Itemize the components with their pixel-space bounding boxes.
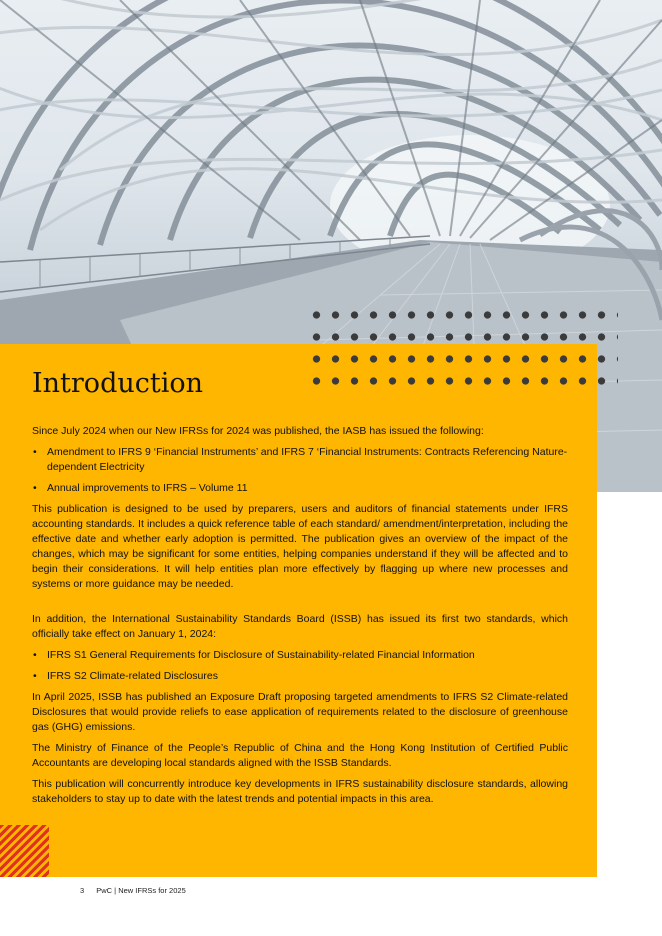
- intro-line: Since July 2024 when our New IFRSs for 2024 was published, the IASB has issued the following:: [32, 425, 484, 437]
- introduction-section: [32, 364, 568, 813]
- purpose-paragraph: This publication is designed to be used by preparers, users and auditors of financial statements under IFRS accounting standards. It includes a quick reference table of each standard/ amendment/interpretation, including the effective date and whether early adoption is permitted. The publication gives an overview of the impact of the changes, which may be significant for some entities, helping companies understand if they will be affected and to begin their considerations. It will help entities plan more effectively by flagging up where new processes and systems or more guidance may be needed.: [32, 503, 568, 590]
- issb-intro: In addition, the International Sustainability Standards Board (ISSB) has issued its first two standards, which officially take effect on January 1, 2024:: [32, 613, 568, 640]
- footer-title: PwC | New IFRSs for 2025: [96, 886, 186, 895]
- page-title: Introduction: [32, 368, 203, 399]
- china-standards-paragraph: The Ministry of Finance of the People’s Republic of China and the Hong Kong Institution of Certified Public Accountants are developing local standards aligned with the ISSB Standards.: [32, 742, 568, 769]
- list-item: • Amendment to IFRS 9 ‘Financial Instruments’ and IFRS 7 ‘Financial Instruments: Contracts Referencing Nature-dependent Electricity: [32, 445, 568, 475]
- page-number: 3: [80, 886, 85, 895]
- list-item: • IFRS S2 Climate-related Disclosures: [32, 669, 568, 684]
- list-item: • Annual improvements to IFRS – Volume 11: [32, 481, 568, 496]
- hatch-pattern-decoration: [0, 825, 49, 877]
- closing-paragraph: This publication will concurrently introduce key developments in IFRS sustainability disclosure standards, allowing stakeholders to stay up to date with the latest trends and potential impacts in this area.: [32, 778, 568, 805]
- issb-list: [32, 648, 568, 684]
- list-item: • IFRS S1 General Requirements for Disclosure of Sustainability-related Financial Information: [32, 648, 568, 663]
- page-footer: [80, 886, 196, 895]
- exposure-draft-paragraph: In April 2025, ISSB has published an Exposure Draft proposing targeted amendments to IFRS S2 Climate-related Disclosures that would provide reliefs to ease application of requirements related to the disclosure of greenhouse gas (GHG) emissions.: [32, 691, 568, 733]
- iasb-list: [32, 445, 568, 496]
